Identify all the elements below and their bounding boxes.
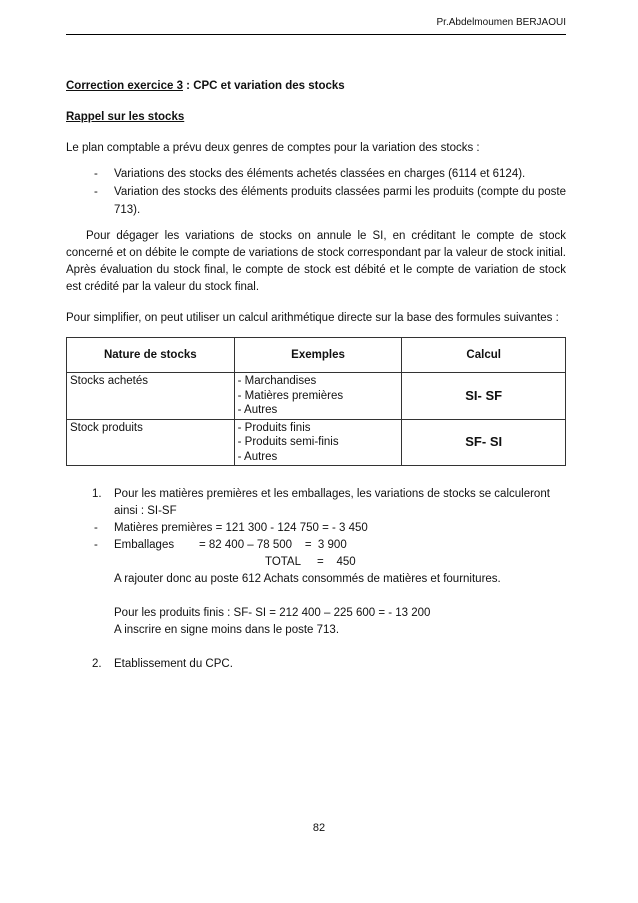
numbered-list (66, 486, 566, 673)
inscrire-text: A inscrire en signe moins dans le poste 713. (114, 624, 340, 636)
table-row (67, 419, 566, 466)
emballages-label: Emballages (114, 539, 175, 551)
page-header (66, 14, 566, 35)
calc-line-text: Matières premières = 121 300 - 124 750 = - 3 450 (114, 522, 368, 534)
example-item: - Marchandises (237, 375, 317, 387)
table-header-row (67, 338, 566, 373)
exercise-title (66, 78, 566, 95)
example-item: - Produits semi-finis (237, 436, 339, 448)
example-item: - Matières premières (237, 389, 344, 402)
table-header-cell: Calcul (402, 338, 566, 373)
page-number: 82 (312, 822, 326, 834)
list-item-text: Etablissement du CPC. (114, 658, 233, 670)
bullet-item: - Variations des stocks des éléments achetés classées en charges (6114 et 6124). (66, 165, 566, 183)
calc-line-total (66, 554, 566, 571)
exercise-title-underlined: Correction exercice 3 (66, 80, 183, 92)
list-item-continuation: ainsi : SI-SF (114, 505, 177, 517)
rajouter-text: A rajouter donc au poste 612 Achats consommés de matières et fournitures. (114, 573, 501, 585)
section-title: Rappel sur les stocks (66, 111, 185, 123)
calc-line-emballages (66, 537, 566, 554)
dash-marker: - (94, 522, 98, 534)
produits-finis-text: Pour les produits finis : SF- SI = 212 400 – 225 600 = - 13 200 (114, 607, 431, 619)
bullet-item: - Variation des stocks des éléments produits classées parmi les produits (compte du poste 713). (66, 183, 566, 219)
stocks-table (66, 337, 566, 466)
example-item: - Produits finis (237, 421, 311, 434)
table-cell-nature: Stocks achetés (67, 373, 235, 420)
table-cell-examples (234, 419, 402, 466)
emballages-calc: = 82 400 – 78 500 = 3 900 (199, 539, 347, 551)
list-item-1 (66, 486, 566, 503)
bullet-list (66, 165, 566, 219)
table-cell-calcul: SF- SI (402, 419, 566, 466)
paragraph-variation: Pour dégager les variations de stocks on annule le SI, en créditant le compte de stock concerné et on débite le compte de variations de stock correspondant par la valeur de stock initial. Après évaluation du stock final, le compte de stock est débité et le compte de variation de stock est crédité par la valeur du stock final. (66, 230, 566, 293)
table-header-cell: Exemples (234, 338, 402, 373)
example-item: - Autres (237, 450, 278, 463)
table-cell-examples (234, 373, 402, 420)
page-content (66, 78, 566, 673)
dash-marker: - (94, 539, 98, 551)
total-line (265, 554, 566, 571)
total-label: TOTAL (265, 556, 301, 568)
table-cell-calcul: SI- SF (402, 373, 566, 420)
example-item: - Autres (237, 404, 278, 416)
table-header-cell: Nature de stocks (67, 338, 235, 373)
list-number: 2. (92, 658, 102, 670)
paragraph-simplifier: Pour simplifier, on peut utiliser un calcul arithmétique directe sur la base des formules suivantes : (66, 312, 559, 324)
list-item-2 (66, 656, 566, 673)
intro-text: Le plan comptable a prévu deux genres de comptes pour la variation des stocks : (66, 142, 480, 154)
table-row (67, 373, 566, 420)
exercise-title-rest: : CPC et variation des stocks (182, 80, 345, 92)
calc-line-matieres (66, 520, 566, 537)
total-value: = 450 (317, 556, 356, 568)
list-item-text: Pour les matières premières et les emballages, les variations de stocks se calculeront (114, 488, 550, 500)
header-author: Pr.Abdelmoumen BERJAOUI (436, 17, 566, 28)
table-cell-nature: Stock produits (67, 419, 235, 466)
calc-line-text (114, 537, 566, 554)
list-number: 1. (92, 488, 102, 500)
